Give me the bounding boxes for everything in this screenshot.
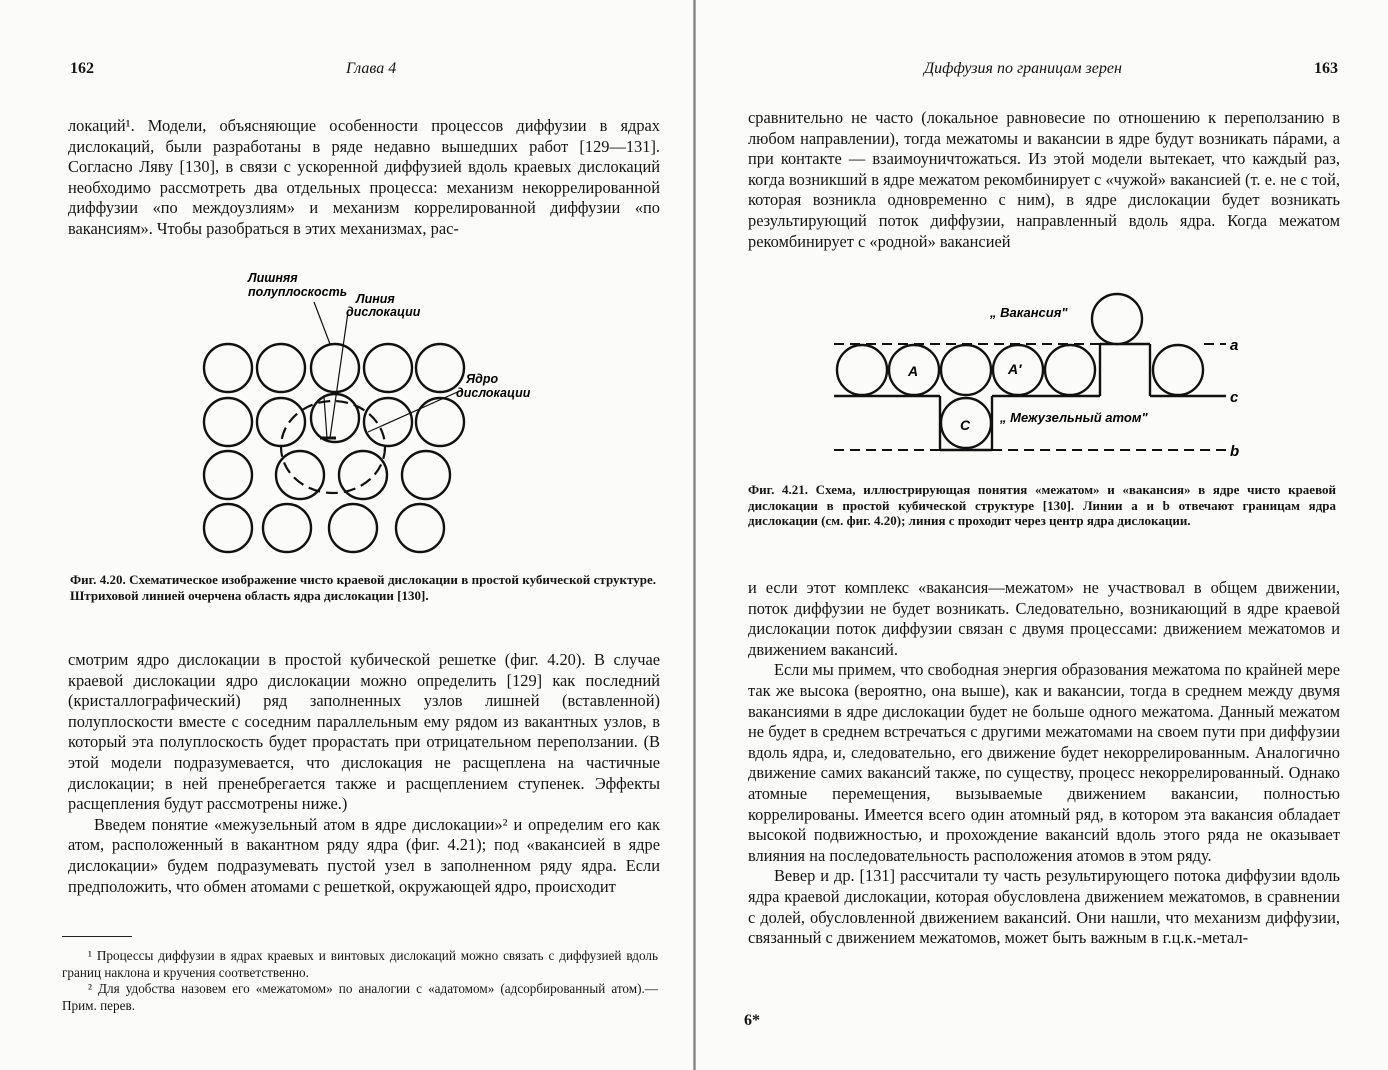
- right-page: [694, 0, 1388, 1070]
- figure-4-21: [834, 292, 1254, 472]
- lattice-atom: [396, 504, 444, 552]
- lattice-atom: [204, 398, 252, 446]
- figure-4-20: [190, 262, 570, 562]
- label-dislocation-line-1: Линия: [356, 292, 395, 306]
- lattice-atom: [204, 344, 252, 392]
- lattice-atom: [257, 344, 305, 392]
- core-atom: [837, 345, 887, 395]
- left-paragraph-2: смотрим ядро дислокации в простой кубической решетке (фиг. 4.20). В случае краевой дислокации ядро дислокации можно определить [129] как последний (кристаллографический) ряд заполненных узлов лишней (вставленной) полуплоскости вместе с соседним параллельным ему рядом из вакантных узлов, в который эта полуплоскость будет прорастать при отрицательном переползании. (В этой модели подразумевается, что дислокация не расщеплена на частичные дислокации; в ней пренебрегается также и расщеплением ступенек. Эффекты расщепления будут рассмотрены ниже.): [68, 650, 660, 814]
- footnote-2: ² Для удобства назовем его «межатомом» по аналогии с «адатомом» (адсорбированный атом).— Прим. перев.: [62, 981, 658, 1013]
- footnotes: [62, 948, 658, 1014]
- label-core-2: дислокации: [456, 386, 531, 400]
- right-paragraph-4: Вевер и др. [131] рассчитали ту часть результирующего потока диффузии вдоль ядра краевой дислокации, которая обусловлена движением межатомов, в сравнении с долей, обусловленной движением вакансий. Они нашли, что механизм диффузии, связанный с движением межатомов, может быть важным в г.ц.к.-метал-: [748, 866, 1340, 948]
- right-paragraph-2: и если этот комплекс «вакансия—межатом» не участвовал в общем движении, поток диффузии не будет возникать. Следовательно, возникающий в ядре краевой дислокации поток диффузии связан с двумя процессами: движением межатомов и движением вакансий.: [748, 578, 1340, 659]
- lattice-atom: [204, 451, 252, 499]
- left-header: [70, 60, 656, 84]
- label-core-1: Ядро: [466, 372, 499, 386]
- lattice-atom: [329, 504, 377, 552]
- right-paragraph-1: сравнительно не часто (локальное равновесие по отношению к переползанию в любом направлении), тогда межатомы и вакансии в ядре будут возникать пáрами, а при контакте — взаимоуничтожаться. Из этой модели вытекает, что каждый раз, когда возникший в ядре межатом рекомбинирует с «чужой» вакансией (т. е. не с той, которая возникла одновременно с ним), в ядре дислокации будет возникать результирующий поток диффузии, направленный вдоль ядра. Когда межатом рекомбинирует с «родной» вакансией: [748, 108, 1340, 251]
- left-running-head: Глава 4: [346, 60, 397, 77]
- left-page-number: 162: [70, 60, 94, 77]
- interstitial-label: „ Межузельный атом": [1000, 410, 1148, 425]
- footnote-1: ¹ Процессы диффузии в ядрах краевых и винтовых дислокаций можно связать с диффузией вдоль границ наклона и кручения соответственно.: [62, 948, 658, 980]
- footnote-rule: [62, 936, 132, 937]
- lattice-atom: [364, 344, 412, 392]
- lattice-atom: [416, 344, 464, 392]
- figure-4-20-caption: Фиг. 4.20. Схематическое изображение чисто краевой дислокации в простой кубической структуре. Штриховой линией очерчена область ядра дислокации [130].: [70, 572, 656, 603]
- right-running-head: Диффузия по границам зерен: [924, 60, 1122, 77]
- line-a-label: a: [1230, 337, 1239, 354]
- right-text-bottom: [748, 578, 1340, 949]
- lattice-atom: [257, 398, 305, 446]
- signature-mark: 6*: [744, 1012, 760, 1029]
- left-paragraph-1: локаций¹. Модели, объясняющие особенности процессов диффузии в ядрах дислокаций, были разработаны в ряде недавно вышедших работ [129—131]. Согласно Ляву [130], в связи с ускоренной диффузией вдоль краевых дислокаций необходимо рассмотреть два отдельных процесса: механизм некоррелированной диффузии «по междоузлиям» и механизм коррелированной диффузии «по вакансиям». Чтобы разобраться в этих механизмах, рас-: [68, 116, 660, 238]
- label-extra-halfplane-2: полуплоскость: [248, 285, 348, 299]
- lattice-atom: [402, 451, 450, 499]
- atom-c-label: C: [960, 417, 971, 433]
- core-atom: [1153, 345, 1203, 395]
- lattice-atom: [311, 344, 359, 392]
- label-extra-halfplane-1: Лишняя: [248, 271, 298, 285]
- figure-4-21-caption: Фиг. 4.21. Схема, иллюстрирующая понятия «межатом» и «вакансия» в ядре чисто краевой дислокации в простой кубической структуре [130]. Линии a и b отвечают границам ядра дислокации (см. фиг. 4.20); линия c проходит через центр ядра дислокации.: [748, 482, 1336, 528]
- lattice-atom: [204, 504, 252, 552]
- atom-a-label: A: [908, 363, 919, 379]
- core-atom: [941, 345, 991, 395]
- right-page-number: 163: [1314, 60, 1338, 77]
- right-paragraph-3: Если мы примем, что свободная энергия образования межатома по крайней мере так же высока (вероятно, она выше), как и вакансии, тогда в среднем между двумя вакансиями в ядре дислокации будет не больше одного межатома. Данный межатом не будет в среднем встречаться с другими межатомами на своем пути при диффузии вдоль ядра, и, следовательно, его движение будет некоррелированным. Аналогично движение самих вакансий также, по существу, процесс некоррелированный. Однако атомные перемещения, вызываемые движением вакансии, полностью коррелированы. Имеется всего один атомный ряд, в котором эта вакансия обладает высокой подвижностью, и прохождение вакансий вдоль этого ряда не оказывает влияния на последовательность расположения атомов в этом ряду.: [748, 660, 1340, 865]
- core-atom: [1045, 345, 1095, 395]
- lattice-atom: [416, 398, 464, 446]
- left-text-top: [68, 116, 660, 240]
- label-dislocation-line-2: дислокации: [346, 305, 421, 319]
- lattice-atom: [364, 398, 412, 446]
- lattice-atom: [263, 504, 311, 552]
- line-b-label: b: [1230, 443, 1240, 460]
- atom-a-prime-label: A′: [1008, 361, 1022, 377]
- left-paragraph-3: Введем понятие «межузельный атом в ядре дислокации»² и определим его как атом, расположенный в вакантном ряду ядра (фиг. 4.21); под «вакансией в ядре дислокации» будем подразумевать пустой узел в заполненном ряду ядра. Если предположить, что обмен атомами с решеткой, окружающей ядро, происходит: [68, 814, 660, 896]
- left-text-bottom: [68, 650, 660, 897]
- right-text-top: [748, 108, 1340, 252]
- line-c-label: c: [1230, 389, 1239, 406]
- vacancy-label: „ Вакансия": [990, 305, 1068, 320]
- right-header: [748, 60, 1338, 84]
- vacancy-atom: [1092, 294, 1142, 344]
